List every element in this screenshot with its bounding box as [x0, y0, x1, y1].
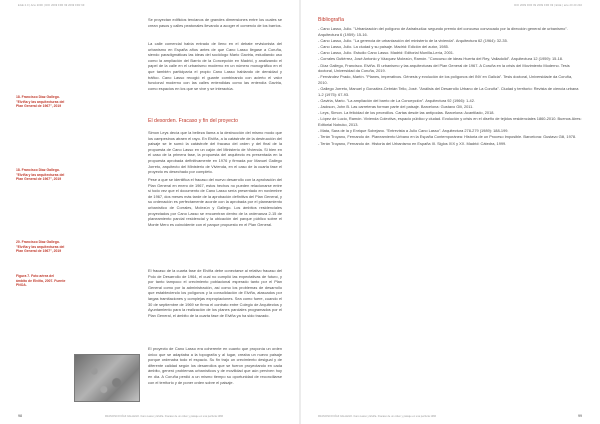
bibliography-entry: - López de Lucio, Ramón. Vivienda Colectiva, espacio público y ciudad. Evolución y crisis en el diseño de tejidos residenciales 1860-2010. Buenos Aires: Editorial Nobuko, 2013. — [318, 116, 582, 128]
paragraph-fracaso: El fracaso de la cuarta fase de Elviña debe conectarse al relativo fracaso del Polo de Desarrollo de 1964, el cual no cumplió las expectativas de futuro, y por tanto tampoco el crecimiento poblacional esperado tanto por el Plan General como por la administración, así como los problemas de desarrollo que estableciendo los polígonos y la consolidación de Elviña, atascados por largas tramitaciones y complejas expropiaciones. Sea como fuere, cuando el 30 de septiembre de 1969 se firma el contrato entre Colegio de Arquitectos y Ayuntamiento para la realización de los planes parciales programados por el Plan General, el ámbito de la cuarta fase de Elviña ya ha sido trazado. — [148, 268, 282, 318]
bibliography-entry: - Mata, Sara de la y Enrique Sobejano. "Entrevista a Julio Cano Lasso". Arquitectura 278-279 (1989): 188-199. — [318, 128, 509, 134]
bibliography-entry: - Díaz Gallego, Francisco. Elviña. El urbanismo y las arquitecturas del Plan General de 1967. A Coruña en la crisis del Movimiento Moderno. Tesis doctoral, Universidad da Coruña, 2019. — [318, 62, 570, 74]
bibliography-entry: - Gaviria, Mario. "La ampliación del barrio de La Concepción". Arquitectura 92 (1966): 1-42. — [318, 97, 475, 103]
bibliography-list — [318, 26, 582, 147]
section-title: El desorden. Fracaso y fin del proyecto — [148, 118, 238, 124]
bibliography-entry: - Leys, Simon. La felicidad de los pececillos. Cartas desde las antípodas. Barcelona: Acantilado, 2018. — [318, 110, 495, 116]
bibliography-entry: - Jackson, John B. Las carreteras forman parte del paisaje. Barcelona: Gustavo Gili, 2011. — [318, 104, 474, 110]
bibliography-entry: - Cano Lasso, Julio. La ciudad y su paisaje. Madrid: Edición del autor, 1985. — [318, 43, 449, 49]
page-number-left: 98 — [18, 414, 22, 418]
page-number-right: 99 — [578, 414, 582, 418]
figure-caption: Figura 7. Foto aérea del ámbito de Elviña, 2007. Fuente PNOA. — [16, 274, 66, 287]
bibliography-entry: - Cano Lasso, Julio. Estudio Cano Lasso. Madrid: Editorial Munilla-Lería, 2001. — [318, 50, 455, 56]
footer-left: FRANCISCO DÍAZ GALLEGO. Cano Lasso y Elviña. Fracaso de un orden y paisaje en una periferia 1966 — [105, 414, 224, 418]
paragraph-desorden: Simon Leys decía que la belleza llama a la destrucción del mismo modo que los campesinos atraen el rayo. En Elviña, a la catástrofe de la destrucción del paisaje se le sumó la catástrofe del fracaso del orden y del final de la propuesta de Cano Lasso en un cajón del Ministerio de Vivienda. Si bien en el caso de la primera fase, la propuesta del arquitecto es presentada en la propuesta aprobada definitivamente en 1976 y firmada por Manuel Gallego Jorreto, arquitecto del Ministerio de Vivienda, en el caso de la cuarta fase el proyecto es desechado por completo. — [148, 130, 282, 175]
running-header-right: DOI 2099 FFR 99 2099 FFR 99 | EGE | arte 20 20 202 — [514, 4, 582, 7]
paragraph-calle-comercial: La calle comercial había entrado de lleno en el debate revisionista del urbanismo en España años antes de que Cano Lasso llegase a Coruña, siendo paradigmáticas las ideas del sociólogo Mario Gaviria, estudiando uso como la ampliación del Barrio de la Concepción en Madrid, y analizando el papel de la calle en el urbanismo moderno en un número monográfico en el que también participaría el propio Cano Lasso hablando de densidad y tráfico. Cano Lasso recogió el guante combinando con acierto el valor funcional moderno con las calles entendidas como las entendía Gaviria, como espacios en los que se vive y se interactúa. — [148, 41, 282, 91]
paragraph-plan-general: Pese a que se identifica el fracaso del nuevo desarrollo con la aprobación del Plan General en enero de 1967, estos hechos no pueden relacionarse entre sí todo vez que el documento de Cano Lasso sería presentado en noviembre de 1967, dos meses más tarde de la aprobación definitiva del Plan General, y su ordenación es perfectamente acorde con la aprobada por el planeamiento urbanístico de Corrales, Molezún y Gallego. Los ámbitos residenciales proyectados por Cano Lasso se encuentran dentro de la ordenanza 2-15 de planeamiento parcial residencial y la ubicación del parque público sobre el Monte Mero es coincidente con el parque propuesto en el Plan General. — [148, 177, 282, 227]
page-gutter — [299, 0, 301, 424]
bibliography-entry: - Corrales Gutiérrez, José Antonio y Vázquez Molezún, Ramón. "Concurso de ideas Huerta del Rey, Valladolid". Arquitectura 12 (1959): 15-18. — [318, 56, 564, 62]
side-note-1: 18. Francisco Díaz Gallego. "Elviña y las arquitecturas del Plan General de 1967", 2019 — [16, 95, 65, 108]
bibliography-entry: - Terán Troyano, Fernando de. Historia del Urbanismo en España III. Siglos XIX y XX. Madrid: Cátedra, 1999. — [318, 140, 507, 146]
paragraph-intro: Se proyectan edificios tercianos de grandes dimensiones entre los cuales se crean pasos y calles peatonales llevando a acoger el comercio de los barrios. — [148, 17, 282, 28]
aerial-photo-figure — [74, 354, 140, 402]
footer-right: FRANCISCO DÍAZ GALLEGO. Cano Lasso y Elviña. Fracaso de un orden y paisaje en una periferia 1966 — [318, 414, 437, 418]
paragraph-conclusion: El proyecto de Cano Lasso era coherente en cuanto que proponía un orden único que se adaptaba a la topografía y al lugar, creaba un nuevo paisaje porque ordenaba todo el espacio. Su fin trajo un crecimiento desigual y de diferente calidad según los desarrollos que se fueron proyectando en cada ámbito, generó problemas urbanísticos y de movilidad que aún perviven hoy en día. A Coruña perdió a un mismo tiempo su oportunidad de reconciliarse con el territorio y de poner orden sobre el paisaje. — [148, 346, 282, 385]
running-header-left: EGE 2.0 | Arte 2000 | DOI 2099 FFR 99 2099 FFR 99 — [18, 4, 85, 7]
bibliography-entry: - Fernández Prado, Martín. "Planes, imperativos. Génesis y evolución de los polígonos del INV en Galicia". Tesis doctoral, Universidade da Coruña, 2010. — [318, 74, 573, 85]
bibliography-entry: - Gallego Jorreto, Manuel y González-Cebrián Tello, José. "Análisis del Desarrollo Urbano de La Coruña". Ciudad y territorio: Revista de ciencia urbana 1-2 (1975): 67-93. — [318, 86, 579, 97]
side-note-2: 18. Francisco Díaz Gallego. "Elviña y las arquitecturas del Plan General de 1967", 2019 — [16, 168, 65, 181]
bibliography-title: Bibliografía — [318, 17, 344, 23]
side-note-3: 20. Francisco Díaz Gallego. "Elviña y las arquitecturas del Plan General de 1967", 2019 — [16, 240, 65, 253]
bibliography-entry: - Cano Lasso, Julio. "Urbanización del polígono de Astrabudúa: segundo premio del concurso convocado por la dirección general de urbanismo". Arquitectura 6 (1959): 15-16. — [318, 26, 568, 37]
bibliography-entry: - Terán Troyano, Fernando de. Planeamiento Urbano en la España Contemporánea: Historia de un Proceso Imposible. Barcelona: Gustavo Gili, 1978. — [318, 134, 577, 140]
bibliography-entry: - Cano Lasso, Julio. "La gerencia de urbanización del ministerio de la vivienda". Arquitectura 62 (1964): 32-35. — [318, 37, 508, 43]
